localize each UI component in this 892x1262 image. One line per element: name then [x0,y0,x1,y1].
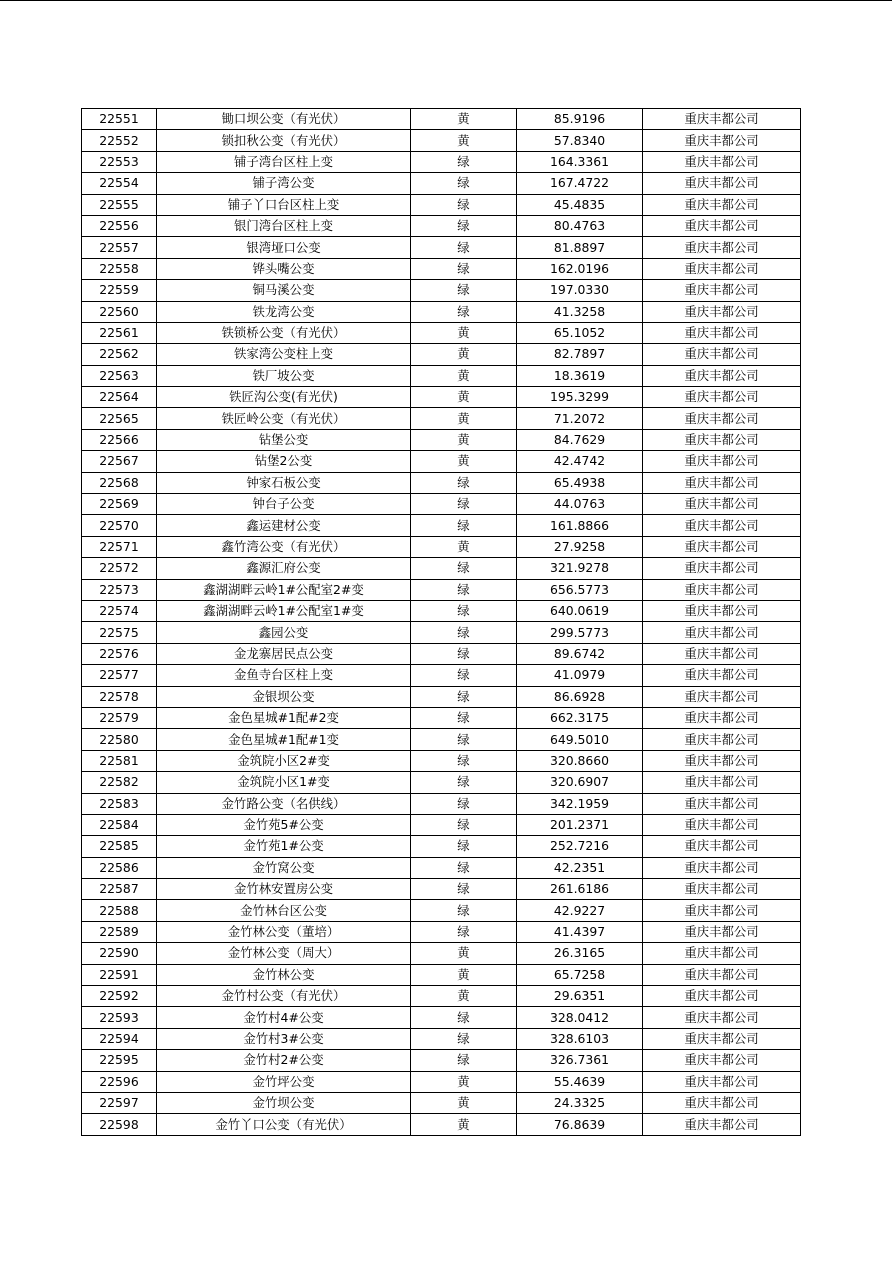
table-row [82,1071,801,1092]
company-cell: 重庆丰都公司 [643,280,801,301]
company-cell: 重庆丰都公司 [643,943,801,964]
company-cell: 重庆丰都公司 [643,1028,801,1049]
table-row [82,151,801,172]
row-id-cell: 22572 [82,558,157,579]
value-cell: 86.6928 [517,686,643,707]
status-cell: 黄 [411,130,517,151]
row-id-cell: 22589 [82,921,157,942]
company-cell: 重庆丰都公司 [643,686,801,707]
status-cell: 黄 [411,451,517,472]
station-name-cell: 金竹坝公变 [157,1092,411,1113]
value-cell: 29.6351 [517,986,643,1007]
value-cell: 41.4397 [517,921,643,942]
station-name-cell: 钟家石板公变 [157,472,411,493]
table-row [82,921,801,942]
table-row [82,536,801,557]
status-cell: 黄 [411,109,517,130]
station-name-cell: 钻堡公变 [157,429,411,450]
row-id-cell: 22561 [82,322,157,343]
status-cell: 黄 [411,387,517,408]
row-id-cell: 22584 [82,814,157,835]
value-cell: 342.1959 [517,793,643,814]
station-name-cell: 金龙寨居民点公变 [157,643,411,664]
table-row [82,130,801,151]
station-name-cell: 金筑院小区2#变 [157,750,411,771]
value-cell: 164.3361 [517,151,643,172]
company-cell: 重庆丰都公司 [643,986,801,1007]
status-cell: 绿 [411,900,517,921]
station-name-cell: 鑫园公变 [157,622,411,643]
status-cell: 绿 [411,280,517,301]
company-cell: 重庆丰都公司 [643,472,801,493]
row-id-cell: 22560 [82,301,157,322]
station-name-cell: 铜马溪公变 [157,280,411,301]
table-row [82,280,801,301]
status-cell: 绿 [411,301,517,322]
status-cell: 绿 [411,515,517,536]
row-id-cell: 22582 [82,772,157,793]
row-id-cell: 22583 [82,793,157,814]
station-name-cell: 铁匠岭公变（有光伏） [157,408,411,429]
company-cell: 重庆丰都公司 [643,579,801,600]
table-row [82,686,801,707]
status-cell: 绿 [411,173,517,194]
value-cell: 65.7258 [517,964,643,985]
value-cell: 261.6186 [517,879,643,900]
table-row [82,986,801,1007]
company-cell: 重庆丰都公司 [643,536,801,557]
company-cell: 重庆丰都公司 [643,494,801,515]
value-cell: 76.8639 [517,1114,643,1135]
company-cell: 重庆丰都公司 [643,322,801,343]
status-cell: 绿 [411,494,517,515]
row-id-cell: 22594 [82,1028,157,1049]
company-cell: 重庆丰都公司 [643,814,801,835]
table-row [82,1114,801,1135]
station-name-cell: 金竹坪公变 [157,1071,411,1092]
table-row [82,750,801,771]
table-row [82,665,801,686]
status-cell: 绿 [411,814,517,835]
station-name-cell: 锁扣秋公变（有光伏） [157,130,411,151]
value-cell: 24.3325 [517,1092,643,1113]
station-name-cell: 金竹苑1#公变 [157,836,411,857]
table-row [82,579,801,600]
row-id-cell: 22578 [82,686,157,707]
row-id-cell: 22562 [82,344,157,365]
station-name-cell: 鑫竹湾公变（有光伏） [157,536,411,557]
table-row [82,772,801,793]
station-name-cell: 铁家湾公变柱上变 [157,344,411,365]
value-cell: 71.2072 [517,408,643,429]
status-cell: 绿 [411,622,517,643]
company-cell: 重庆丰都公司 [643,729,801,750]
row-id-cell: 22592 [82,986,157,1007]
value-cell: 662.3175 [517,707,643,728]
row-id-cell: 22567 [82,451,157,472]
table-row [82,237,801,258]
table-row [82,215,801,236]
row-id-cell: 22566 [82,429,157,450]
status-cell: 绿 [411,686,517,707]
status-cell: 绿 [411,258,517,279]
company-cell: 重庆丰都公司 [643,1092,801,1113]
status-cell: 黄 [411,943,517,964]
table-row [82,451,801,472]
row-id-cell: 22576 [82,643,157,664]
station-name-cell: 银门湾台区柱上变 [157,215,411,236]
value-cell: 85.9196 [517,109,643,130]
table-row [82,879,801,900]
row-id-cell: 22570 [82,515,157,536]
row-id-cell: 22574 [82,600,157,621]
status-cell: 绿 [411,772,517,793]
status-cell: 黄 [411,536,517,557]
value-cell: 162.0196 [517,258,643,279]
row-id-cell: 22579 [82,707,157,728]
table-row [82,857,801,878]
table-body [82,109,801,1136]
company-cell: 重庆丰都公司 [643,301,801,322]
company-cell: 重庆丰都公司 [643,1071,801,1092]
table-row [82,515,801,536]
value-cell: 18.3619 [517,365,643,386]
table-row [82,194,801,215]
station-name-cell: 金色星城#1配#1变 [157,729,411,750]
status-cell: 绿 [411,558,517,579]
station-name-cell: 银湾垭口公变 [157,237,411,258]
station-name-cell: 金竹村公变（有光伏） [157,986,411,1007]
table-row [82,622,801,643]
row-id-cell: 22555 [82,194,157,215]
table-row [82,472,801,493]
value-cell: 27.9258 [517,536,643,557]
company-cell: 重庆丰都公司 [643,836,801,857]
status-cell: 绿 [411,215,517,236]
value-cell: 44.0763 [517,494,643,515]
row-id-cell: 22581 [82,750,157,771]
table-row [82,943,801,964]
company-cell: 重庆丰都公司 [643,793,801,814]
status-cell: 绿 [411,879,517,900]
value-cell: 656.5773 [517,579,643,600]
status-cell: 黄 [411,429,517,450]
value-cell: 65.1052 [517,322,643,343]
table-row [82,365,801,386]
value-cell: 649.5010 [517,729,643,750]
table-row [82,429,801,450]
station-name-cell: 金竹苑5#公变 [157,814,411,835]
row-id-cell: 22575 [82,622,157,643]
value-cell: 89.6742 [517,643,643,664]
station-name-cell: 铺子湾台区柱上变 [157,151,411,172]
company-cell: 重庆丰都公司 [643,622,801,643]
status-cell: 绿 [411,665,517,686]
table-row [82,387,801,408]
station-name-cell: 金竹林公变（董培） [157,921,411,942]
table-row [82,643,801,664]
company-cell: 重庆丰都公司 [643,558,801,579]
station-name-cell: 金竹林安置房公变 [157,879,411,900]
station-name-cell: 金竹林公变（周大） [157,943,411,964]
value-cell: 299.5773 [517,622,643,643]
table-row [82,814,801,835]
station-name-cell: 金竹村3#公变 [157,1028,411,1049]
company-cell: 重庆丰都公司 [643,772,801,793]
company-cell: 重庆丰都公司 [643,1007,801,1028]
value-cell: 81.8897 [517,237,643,258]
row-id-cell: 22597 [82,1092,157,1113]
value-cell: 57.8340 [517,130,643,151]
table-row [82,1092,801,1113]
table-row [82,301,801,322]
status-cell: 绿 [411,857,517,878]
table-row [82,836,801,857]
station-name-cell: 钟台子公变 [157,494,411,515]
status-cell: 黄 [411,365,517,386]
station-name-cell: 金竹丫口公变（有光伏） [157,1114,411,1135]
value-cell: 328.6103 [517,1028,643,1049]
station-name-cell: 金筑院小区1#变 [157,772,411,793]
table-row [82,707,801,728]
company-cell: 重庆丰都公司 [643,857,801,878]
value-cell: 80.4763 [517,215,643,236]
value-cell: 65.4938 [517,472,643,493]
row-id-cell: 22598 [82,1114,157,1135]
table-row [82,494,801,515]
status-cell: 绿 [411,836,517,857]
station-name-cell: 铁龙湾公变 [157,301,411,322]
company-cell: 重庆丰都公司 [643,964,801,985]
row-id-cell: 22551 [82,109,157,130]
status-cell: 绿 [411,1050,517,1071]
row-id-cell: 22554 [82,173,157,194]
table-row [82,1007,801,1028]
table-row [82,729,801,750]
value-cell: 195.3299 [517,387,643,408]
status-cell: 黄 [411,986,517,1007]
value-cell: 161.8866 [517,515,643,536]
row-id-cell: 22588 [82,900,157,921]
status-cell: 绿 [411,237,517,258]
table-row [82,558,801,579]
status-cell: 绿 [411,194,517,215]
table-row [82,109,801,130]
status-cell: 绿 [411,472,517,493]
table-row [82,964,801,985]
station-name-cell: 鑫源汇府公变 [157,558,411,579]
value-cell: 201.2371 [517,814,643,835]
table-row [82,258,801,279]
table-row [82,600,801,621]
status-cell: 黄 [411,964,517,985]
company-cell: 重庆丰都公司 [643,451,801,472]
value-cell: 42.4742 [517,451,643,472]
station-name-cell: 金竹路公变（名供线） [157,793,411,814]
status-cell: 绿 [411,600,517,621]
company-cell: 重庆丰都公司 [643,707,801,728]
status-cell: 绿 [411,579,517,600]
company-cell: 重庆丰都公司 [643,900,801,921]
company-cell: 重庆丰都公司 [643,408,801,429]
row-id-cell: 22557 [82,237,157,258]
status-cell: 绿 [411,921,517,942]
company-cell: 重庆丰都公司 [643,429,801,450]
company-cell: 重庆丰都公司 [643,1114,801,1135]
row-id-cell: 22563 [82,365,157,386]
station-name-cell: 铁匠沟公变(有光伏) [157,387,411,408]
status-cell: 绿 [411,643,517,664]
station-name-cell: 鑫湖湖畔云岭1#公配室1#变 [157,600,411,621]
station-name-cell: 金色星城#1配#2变 [157,707,411,728]
row-id-cell: 22552 [82,130,157,151]
status-cell: 黄 [411,344,517,365]
company-cell: 重庆丰都公司 [643,344,801,365]
company-cell: 重庆丰都公司 [643,215,801,236]
status-cell: 绿 [411,1007,517,1028]
value-cell: 197.0330 [517,280,643,301]
company-cell: 重庆丰都公司 [643,879,801,900]
row-id-cell: 22591 [82,964,157,985]
station-name-cell: 铧头嘴公变 [157,258,411,279]
company-cell: 重庆丰都公司 [643,365,801,386]
value-cell: 326.7361 [517,1050,643,1071]
row-id-cell: 22596 [82,1071,157,1092]
value-cell: 252.7216 [517,836,643,857]
row-id-cell: 22558 [82,258,157,279]
transformer-table [81,108,801,1136]
station-name-cell: 金竹村4#公变 [157,1007,411,1028]
station-name-cell: 铺子丫口台区柱上变 [157,194,411,215]
company-cell: 重庆丰都公司 [643,665,801,686]
top-border-line [0,0,892,1]
company-cell: 重庆丰都公司 [643,237,801,258]
row-id-cell: 22553 [82,151,157,172]
company-cell: 重庆丰都公司 [643,387,801,408]
table-row [82,344,801,365]
value-cell: 55.4639 [517,1071,643,1092]
station-name-cell: 鑫运建材公变 [157,515,411,536]
value-cell: 328.0412 [517,1007,643,1028]
status-cell: 黄 [411,322,517,343]
table-row [82,408,801,429]
status-cell: 黄 [411,1071,517,1092]
station-name-cell: 鑫湖湖畔云岭1#公配室2#变 [157,579,411,600]
status-cell: 绿 [411,1028,517,1049]
station-name-cell: 金鱼寺台区柱上变 [157,665,411,686]
status-cell: 绿 [411,793,517,814]
row-id-cell: 22585 [82,836,157,857]
table-row [82,173,801,194]
company-cell: 重庆丰都公司 [643,750,801,771]
station-name-cell: 金竹林台区公变 [157,900,411,921]
company-cell: 重庆丰都公司 [643,194,801,215]
status-cell: 绿 [411,151,517,172]
table-row [82,1028,801,1049]
value-cell: 320.8660 [517,750,643,771]
status-cell: 黄 [411,1092,517,1113]
company-cell: 重庆丰都公司 [643,130,801,151]
row-id-cell: 22590 [82,943,157,964]
station-name-cell: 金银坝公变 [157,686,411,707]
company-cell: 重庆丰都公司 [643,921,801,942]
table-row [82,900,801,921]
company-cell: 重庆丰都公司 [643,515,801,536]
row-id-cell: 22595 [82,1050,157,1071]
station-name-cell: 锄口坝公变（有光伏） [157,109,411,130]
value-cell: 320.6907 [517,772,643,793]
value-cell: 82.7897 [517,344,643,365]
status-cell: 绿 [411,750,517,771]
company-cell: 重庆丰都公司 [643,600,801,621]
value-cell: 41.3258 [517,301,643,322]
value-cell: 41.0979 [517,665,643,686]
station-name-cell: 铺子湾公变 [157,173,411,194]
status-cell: 黄 [411,1114,517,1135]
company-cell: 重庆丰都公司 [643,258,801,279]
row-id-cell: 22587 [82,879,157,900]
station-name-cell: 金竹村2#公变 [157,1050,411,1071]
row-id-cell: 22577 [82,665,157,686]
station-name-cell: 钻堡2公变 [157,451,411,472]
value-cell: 640.0619 [517,600,643,621]
table-row [82,322,801,343]
value-cell: 26.3165 [517,943,643,964]
value-cell: 42.2351 [517,857,643,878]
row-id-cell: 22569 [82,494,157,515]
company-cell: 重庆丰都公司 [643,109,801,130]
value-cell: 84.7629 [517,429,643,450]
company-cell: 重庆丰都公司 [643,151,801,172]
status-cell: 绿 [411,729,517,750]
station-name-cell: 金竹窝公变 [157,857,411,878]
station-name-cell: 金竹林公变 [157,964,411,985]
company-cell: 重庆丰都公司 [643,1050,801,1071]
company-cell: 重庆丰都公司 [643,643,801,664]
status-cell: 绿 [411,707,517,728]
row-id-cell: 22568 [82,472,157,493]
station-name-cell: 铁锁桥公变（有光伏） [157,322,411,343]
row-id-cell: 22559 [82,280,157,301]
row-id-cell: 22573 [82,579,157,600]
value-cell: 321.9278 [517,558,643,579]
row-id-cell: 22580 [82,729,157,750]
value-cell: 45.4835 [517,194,643,215]
row-id-cell: 22556 [82,215,157,236]
station-name-cell: 铁厂坡公变 [157,365,411,386]
value-cell: 167.4722 [517,173,643,194]
company-cell: 重庆丰都公司 [643,173,801,194]
table-row [82,1050,801,1071]
row-id-cell: 22564 [82,387,157,408]
row-id-cell: 22565 [82,408,157,429]
value-cell: 42.9227 [517,900,643,921]
row-id-cell: 22593 [82,1007,157,1028]
row-id-cell: 22571 [82,536,157,557]
row-id-cell: 22586 [82,857,157,878]
table-row [82,793,801,814]
status-cell: 黄 [411,408,517,429]
